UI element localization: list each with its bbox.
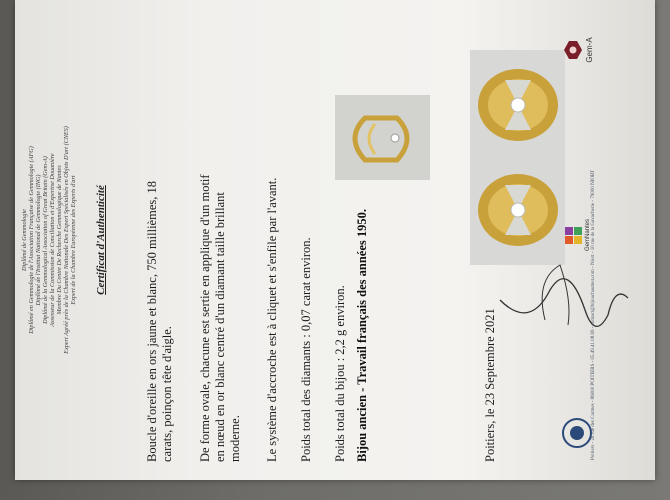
earring-icon bbox=[478, 174, 558, 246]
description-paragraph: Poids total du bijou : 2,2 g environ. bbox=[333, 285, 347, 462]
header-line: Membre Du Centre De Recherche Gemmologique de Nantes bbox=[56, 165, 63, 315]
header-line: Expert de la Chambre Européenne des Experts d'art bbox=[70, 175, 77, 305]
earrings-side-photo bbox=[335, 95, 430, 180]
earring-icon bbox=[478, 69, 558, 141]
header-line: Diplômé de Gemmologie bbox=[21, 209, 28, 271]
description-paragraph: De forme ovale, chacune est sertie en applique d'un motif en nœud en or blanc centré d'un diamant taille brillant moderne. bbox=[198, 174, 242, 462]
header-line: Diplômé de la Gemmological Association of Great Britain (Gem-A) bbox=[42, 156, 49, 324]
gema-label: Gem-A bbox=[585, 37, 594, 63]
gemnantes-logo bbox=[563, 205, 591, 265]
description-paragraph: Boucle d'oreille en ors jaune et blanc, 750 millièmes, 18 carats, poinçon tête d'aigle. bbox=[145, 181, 174, 462]
header-line: Diplômé de l'Institut National de Gemmologie (ING) bbox=[35, 174, 42, 306]
earrings-front-photo bbox=[470, 50, 565, 265]
header-line: Assesseur de la Commission de Conciliation et d'Expertise Douanière bbox=[49, 153, 56, 327]
conclusion-text: Bijou ancien - Travail français des années 1950. bbox=[355, 208, 369, 462]
seal-logo-icon bbox=[560, 416, 594, 450]
certificate-title: Certificat d'Authenticité bbox=[95, 185, 107, 295]
description-paragraph: Poids total des diamants : 0,07 carat environ. bbox=[299, 237, 313, 462]
gemnantes-label: GemNantes bbox=[585, 219, 591, 252]
certificate-document bbox=[15, 0, 655, 480]
description-paragraph: Le système d'accroche est à cliquet et s'enfile par l'avant. bbox=[265, 177, 279, 462]
header-line: Diplômé en Gemmologie de l'Association Française de Gemmologie (AFG) bbox=[28, 146, 35, 334]
gemnantes-icon bbox=[563, 224, 583, 246]
signature bbox=[490, 240, 630, 360]
footer-address: Poitiers - 28 rue des Carmes - 86000 POITIERS - 05.49.41.08.69 - contact@bijouchaumet.com - Niort - 10 rue de la Gavacherie - 79000 NIORT bbox=[591, 169, 596, 460]
place-date: Poitiers, le 23 Septembre 2021 bbox=[483, 308, 497, 462]
header-line: Expert Agréé près de la Chambre Nationale Des Expert Spécialisés en Objets D'art (CNES) bbox=[63, 126, 70, 354]
gema-crest-icon bbox=[563, 39, 583, 61]
